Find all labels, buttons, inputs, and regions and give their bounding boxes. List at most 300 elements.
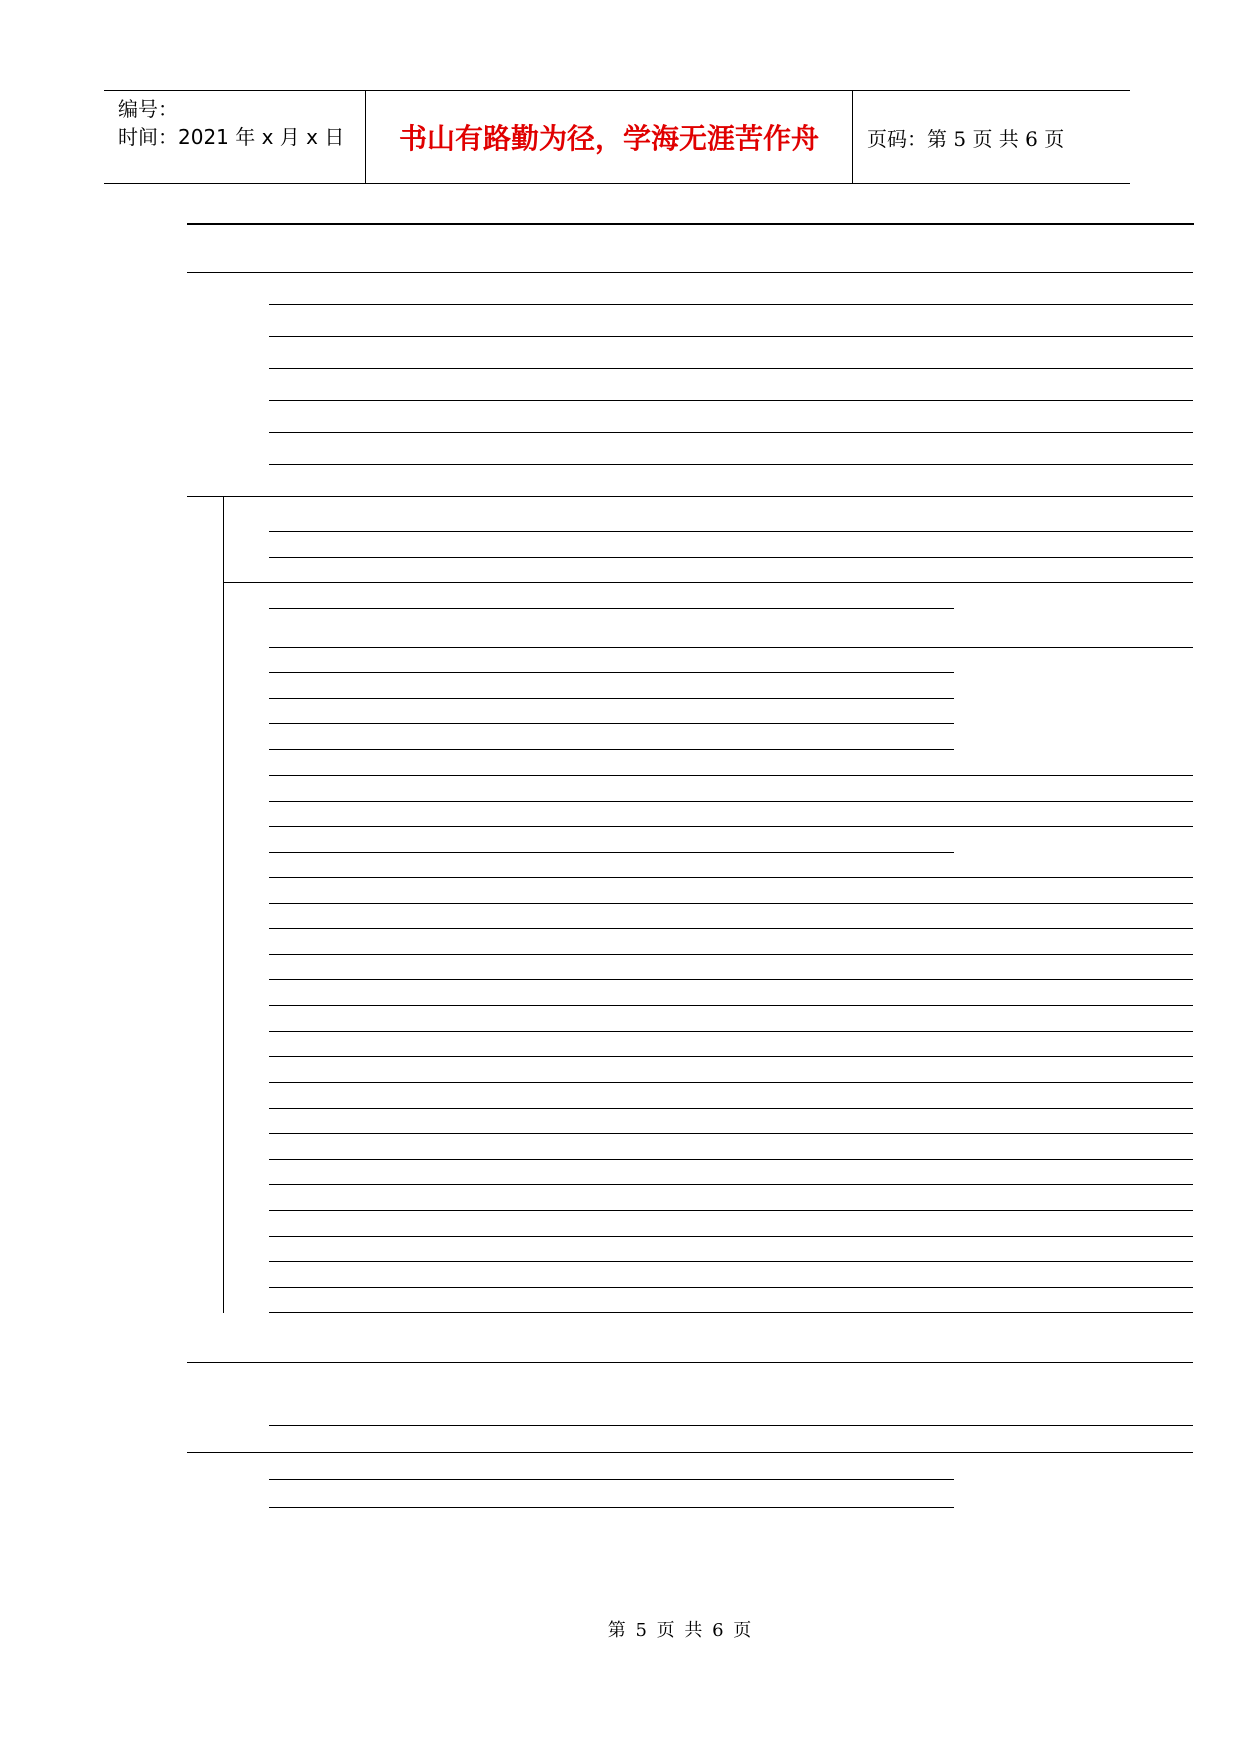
course-code-cell [569,1005,680,1031]
credit-cell [680,928,747,954]
exam-cell [881,749,953,775]
term-cell [812,496,881,531]
table-rule [269,400,954,401]
hours-cell [747,1479,812,1507]
exam-cell [881,1236,953,1261]
remark-metallurgy-topics [953,582,1192,647]
hours-cell [747,928,812,954]
course-name-cell [269,272,569,304]
course-code-cell [569,1287,680,1312]
course-code-cell [569,1159,680,1184]
hours-cell [747,304,812,336]
table-rule [269,749,954,750]
credit-cell [680,826,747,852]
term-cell [812,1056,881,1082]
category-required-link [187,1362,269,1452]
term-cell [812,582,881,608]
exam-cell [881,1184,953,1210]
course-code-cell [569,1312,680,1362]
column-header-exam [881,223,953,272]
course-name-cell [269,647,569,672]
exam-cell [881,304,953,336]
course-code-cell [569,1236,680,1261]
table-rule [269,954,954,955]
table-rule [953,1108,1193,1109]
remark-academic-activity [953,1362,1192,1425]
term-cell [812,979,881,1005]
course-name-cell [269,464,569,496]
term-cell [812,608,881,647]
course-name-cell [269,775,569,801]
term-cell [812,1479,881,1507]
course-name-cell [269,1210,569,1236]
course-code-cell [569,272,680,304]
term-cell [812,1287,881,1312]
remark-choose-one [953,826,1192,877]
course-code-cell [569,432,680,464]
table-rule [953,582,1193,583]
course-name-cell [269,400,569,432]
table-rule [269,647,954,648]
table-rule [187,1362,270,1363]
term-cell [812,928,881,954]
course-code-cell [569,954,680,979]
exam-cell [881,1108,953,1133]
course-code-cell [569,1056,680,1082]
course-name-cell [269,1082,569,1108]
course-code-cell [569,368,680,400]
table-rule [953,1425,1193,1426]
credit-cell [680,979,747,1005]
hours-cell [747,464,812,496]
course-code-cell [569,672,680,698]
term-cell [812,1312,881,1362]
table-rule [953,336,1193,337]
term-cell [812,432,881,464]
exam-cell [881,432,953,464]
category-non-degree-course [187,496,223,1362]
course-name-cell [269,1261,569,1287]
course-name-cell [269,1108,569,1133]
credit-cell [680,272,747,304]
table-rule [953,647,1193,648]
course-name-cell [269,1425,569,1452]
table-rule [269,928,954,929]
table-rule [269,1031,954,1032]
credit-cell [680,877,747,903]
credit-cell [680,698,747,723]
course-table [187,223,1192,1544]
hours-cell [747,826,812,852]
table-rule [953,464,1193,465]
credit-cell [680,582,747,608]
credit-cell [680,1031,747,1056]
term-cell [812,400,881,432]
term-cell [812,672,881,698]
hours-cell [747,749,812,775]
table-rule [269,1287,954,1288]
exam-cell [881,1261,953,1287]
table-rule [953,877,1193,878]
hours-cell [747,531,812,557]
course-code-cell [569,775,680,801]
table-rule [269,903,954,904]
table-rule [269,1236,954,1237]
term-cell [812,1184,881,1210]
table-rule [269,464,954,465]
table-rule [953,1362,1193,1363]
table-rule [269,608,954,609]
credit-cell [680,1005,747,1031]
course-code-cell [569,582,680,608]
term-cell [812,1005,881,1031]
hours-cell [747,1159,812,1184]
term-cell [812,368,881,400]
table-rule [269,1108,954,1109]
term-cell [812,749,881,775]
exam-cell [881,775,953,801]
exam-cell [881,928,953,954]
table-rule [223,582,270,583]
course-name-cell [269,304,569,336]
term-cell [812,1108,881,1133]
term-cell [812,304,881,336]
table-rule [269,496,954,497]
table-rule [953,1031,1193,1032]
credit-cell [680,1133,747,1159]
table-rule [953,1133,1193,1134]
table-rule [953,903,1193,904]
exam-cell [881,582,953,608]
page-header [104,90,1130,184]
course-name-cell [269,698,569,723]
header-page-number: 页码：第 5 页 共 6 页 [867,126,1065,151]
table-rule [269,775,954,776]
table-rule [269,336,954,337]
term-cell [812,336,881,368]
course-name-cell [269,1133,569,1159]
table-rule [269,826,954,827]
exam-cell [881,1056,953,1082]
term-cell [812,801,881,826]
course-name-cell [269,1452,569,1479]
hours-cell [747,1031,812,1056]
table-rule [269,304,954,305]
course-code-cell [569,1210,680,1236]
exam-cell [881,1082,953,1108]
table-rule [269,1159,954,1160]
term-cell [812,698,881,723]
table-rule [269,723,954,724]
table-rule [953,1261,1193,1262]
table-rule [269,698,954,699]
term-cell [812,1261,881,1287]
hours-cell [747,368,812,400]
credit-cell [680,1056,747,1082]
credit-cell [680,1452,747,1479]
exam-cell [881,1287,953,1312]
course-code-cell [569,1133,680,1159]
category-elective-course [223,582,269,1362]
hours-cell [747,400,812,432]
exam-cell [881,1031,953,1056]
course-name-cell [269,336,569,368]
term-cell [812,903,881,928]
hours-cell [747,582,812,608]
exam-cell [881,1210,953,1236]
credit-cell [680,1108,747,1133]
credit-cell [680,1312,747,1362]
category-degree-course [187,272,269,496]
hours-cell [747,1362,812,1425]
hours-cell [747,557,812,582]
credit-cell [680,723,747,749]
hours-cell [747,272,812,304]
course-name-cell [269,903,569,928]
table-rule [953,1184,1193,1185]
credit-cell [680,432,747,464]
table-rule [269,1184,954,1185]
credit-cell [680,496,747,531]
credit-cell [680,1236,747,1261]
exam-cell [881,1133,953,1159]
course-name-cell [269,1184,569,1210]
table-rule [953,1312,1193,1313]
exam-cell [881,672,953,698]
course-name-cell [269,672,569,698]
table-rule [953,928,1193,929]
hours-cell [747,1452,812,1479]
term-cell [812,775,881,801]
course-name-cell [269,496,569,531]
table-rule [269,557,954,558]
table-rule [269,979,954,980]
credit-cell [680,1210,747,1236]
table-rule [269,1056,954,1057]
credit-cell [680,400,747,432]
table-rule [953,1452,1193,1453]
credit-cell [680,1287,747,1312]
exam-cell [881,464,953,496]
hours-cell [747,336,812,368]
course-name-cell [269,1236,569,1261]
term-cell [812,1031,881,1056]
course-name-cell [269,723,569,749]
course-name-cell [269,877,569,903]
course-name-cell [269,979,569,1005]
document-number-label: 编号： [118,97,178,121]
table-rule [269,1362,954,1363]
credit-cell [680,903,747,928]
table-rule [269,672,954,673]
course-code-cell [569,1108,680,1133]
credit-cell [680,1362,747,1425]
credit-cell [680,749,747,775]
table-rule [269,852,954,853]
table-rule [953,801,1193,802]
exam-cell [881,400,953,432]
course-name-cell [269,582,569,608]
credit-cell [680,304,747,336]
course-code-cell [569,826,680,852]
course-code-cell [569,903,680,928]
course-code-cell [569,698,680,723]
course-code-cell [569,928,680,954]
exam-cell [881,903,953,928]
table-rule [953,954,1193,955]
hours-cell [747,954,812,979]
course-code-cell [569,531,680,557]
course-code-cell [569,1362,680,1425]
course-code-cell [569,1184,680,1210]
credit-cell [680,557,747,582]
term-cell [812,1082,881,1108]
hours-cell [747,877,812,903]
exam-cell [881,336,953,368]
course-code-cell [569,608,680,647]
credit-cell [680,801,747,826]
course-code-cell [569,1479,680,1507]
credit-cell [680,1082,747,1108]
table-rule [269,1261,954,1262]
exam-cell [881,723,953,749]
exam-cell [881,1425,953,1452]
table-rule [953,368,1193,369]
exam-cell [881,608,953,647]
hours-cell [747,1425,812,1452]
term-cell [812,1452,881,1479]
table-rule [269,582,954,583]
course-code-cell [569,979,680,1005]
table-rule [953,1159,1193,1160]
term-cell [812,1159,881,1184]
credit-cell [680,1159,747,1184]
course-name-cell [269,608,569,647]
course-code-cell [569,1452,680,1479]
course-name-cell [269,1287,569,1312]
hours-cell [747,1184,812,1210]
course-code-cell [569,801,680,826]
course-name-cell [269,531,569,557]
course-code-cell [569,336,680,368]
course-name-cell [269,749,569,775]
table-rule [953,400,1193,401]
exam-cell [881,531,953,557]
term-cell [812,272,881,304]
hours-cell [747,1082,812,1108]
table-rule [187,496,270,497]
column-header-category [187,223,269,272]
term-cell [812,1133,881,1159]
course-code-cell [569,557,680,582]
hours-cell [747,801,812,826]
table-rule [269,1452,954,1453]
table-rule [953,775,1193,776]
term-cell [812,954,881,979]
hours-cell [747,979,812,1005]
header-meta [104,91,366,183]
table-rule [953,1005,1193,1006]
credit-cell [680,647,747,672]
course-code-cell [569,304,680,336]
table-rule [953,979,1193,980]
term-cell [812,826,881,852]
document-time-label: 时间：2021 年 x 月 x 日 [118,125,345,149]
course-code-cell [569,1425,680,1452]
term-cell [812,557,881,582]
exam-cell [881,1159,953,1184]
exam-cell [881,801,953,826]
credit-cell [680,531,747,557]
course-code-cell [569,464,680,496]
table-rule [187,223,1194,225]
table-rule [269,1082,954,1083]
term-cell [812,852,881,877]
exam-cell [881,1452,953,1479]
term-cell [812,877,881,903]
hours-cell [747,1210,812,1236]
course-code-cell [569,496,680,531]
column-header-credit [680,223,747,272]
course-code-cell [569,647,680,672]
exam-cell [881,698,953,723]
hours-cell [747,1287,812,1312]
course-name-cell [269,1031,569,1056]
table-rule [269,1210,954,1211]
credit-cell [680,368,747,400]
credit-cell [680,775,747,801]
hours-cell [747,723,812,749]
table-rule [269,801,954,802]
table-rule [953,496,1193,497]
course-name-cell [269,852,569,877]
table-rule [269,432,954,433]
hours-cell [747,1056,812,1082]
table-rule [223,496,224,1313]
hours-cell [747,1005,812,1031]
course-code-cell [569,723,680,749]
credit-cell [680,672,747,698]
exam-cell [881,557,953,582]
credit-cell [680,1261,747,1287]
course-name-cell [269,557,569,582]
hours-cell [747,1312,812,1362]
course-code-cell [569,1031,680,1056]
course-name-cell [269,1056,569,1082]
header-motto: 书山有路勤为径，学海无涯苦作舟 [366,91,853,183]
table-rule [269,1507,954,1508]
exam-cell [881,1479,953,1507]
table-rule [953,1056,1193,1057]
term-cell [812,723,881,749]
table-rule [953,1082,1193,1083]
credit-cell [680,1184,747,1210]
table-rule [953,826,1193,827]
credit-cell [680,1479,747,1507]
hours-cell [747,432,812,464]
hours-cell [747,672,812,698]
course-code-cell [569,852,680,877]
exam-cell [881,979,953,1005]
table-rule [953,1210,1193,1211]
course-code-cell [569,877,680,903]
table-rule [953,304,1193,305]
credit-cell [680,336,747,368]
hours-cell [747,903,812,928]
term-cell [812,464,881,496]
table-rule [953,432,1193,433]
exam-cell [881,877,953,903]
